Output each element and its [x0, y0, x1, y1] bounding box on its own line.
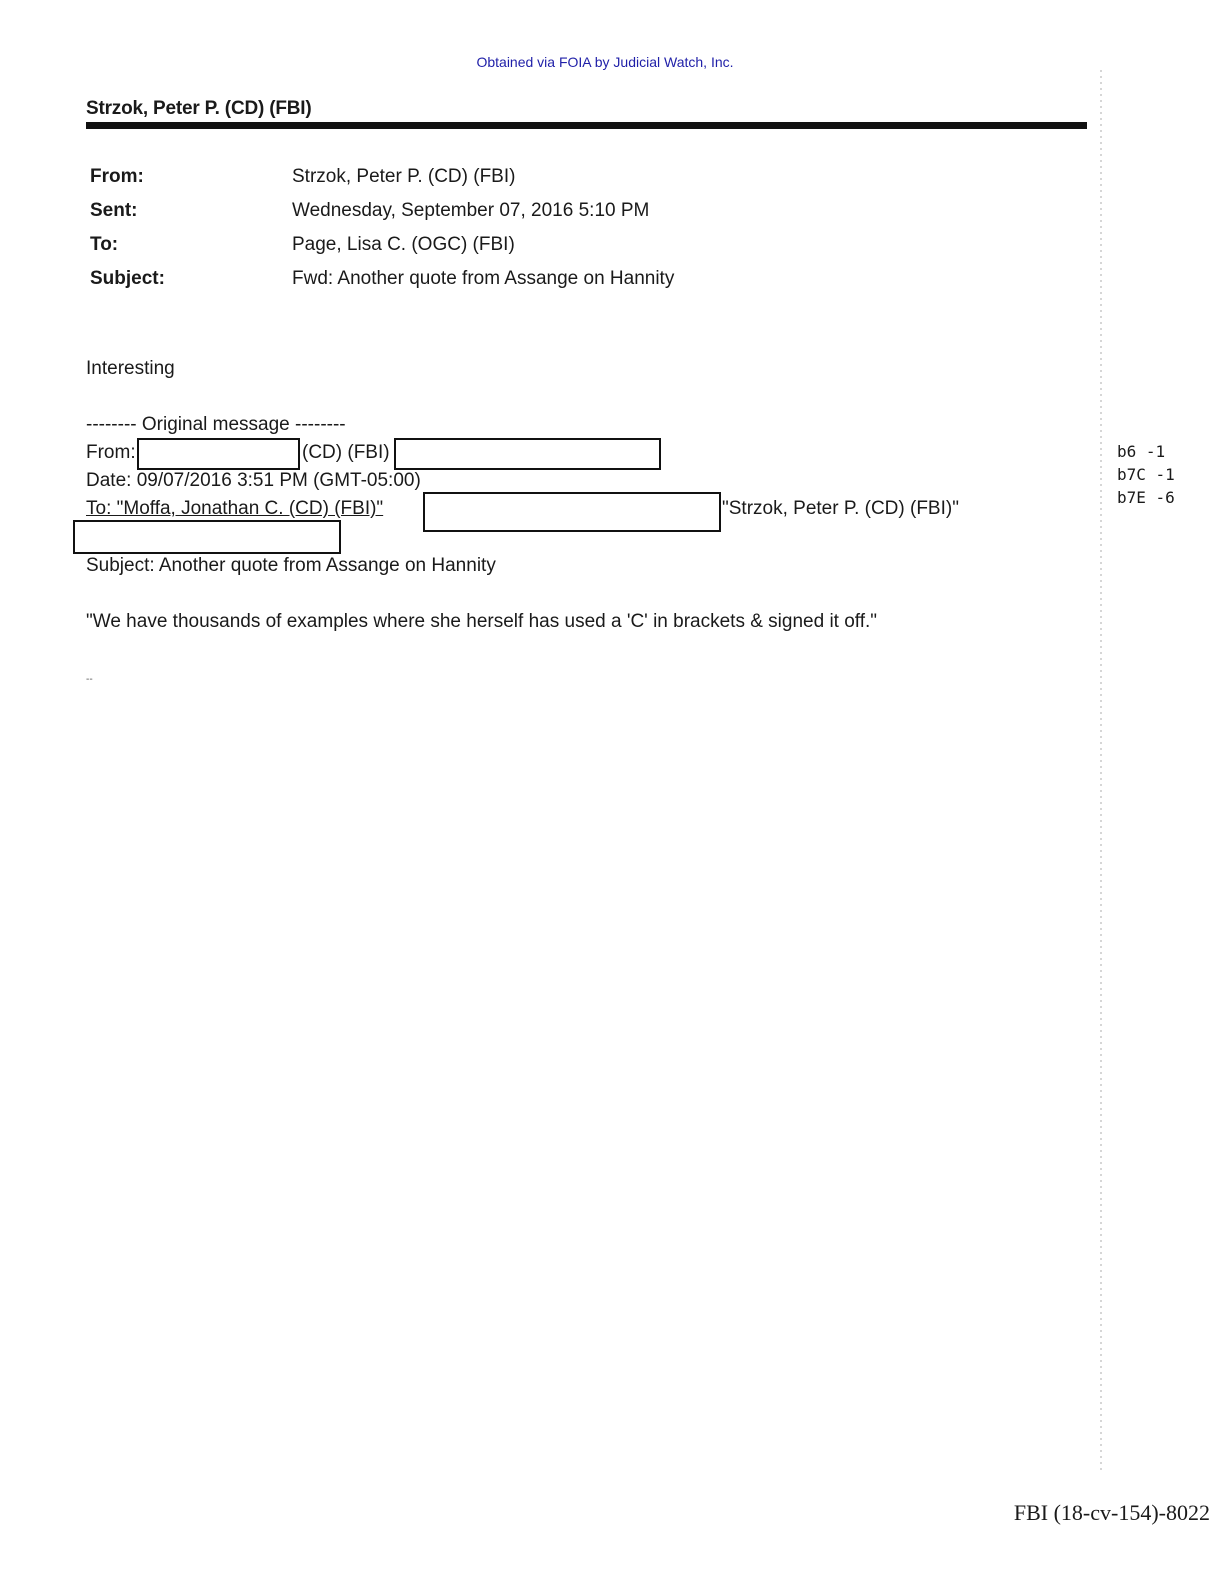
to-label: To: — [90, 234, 119, 255]
sent-label: Sent: — [90, 200, 138, 221]
original-message-marker: -------- Original message -------- — [86, 414, 346, 435]
redaction-box — [73, 520, 341, 554]
body-intro: Interesting — [86, 358, 175, 379]
original-date: Date: 09/07/2016 3:51 PM (GMT-05:00) — [86, 470, 421, 491]
subject-value: Fwd: Another quote from Assange on Hannity — [292, 268, 675, 289]
quote-text: "We have thousands of examples where she herself has used a 'C' in brackets & signed it off." — [86, 611, 878, 632]
foia-watermark: Obtained via FOIA by Judicial Watch, Inc. — [476, 54, 734, 70]
original-to-prefix: To: "Moffa, Jonathan C. (CD) (FBI)" — [86, 498, 384, 519]
redaction-box — [423, 492, 721, 532]
margin-dotted-line — [1100, 70, 1102, 1470]
subject-label: Subject: — [90, 268, 165, 289]
original-to-suffix: "Strzok, Peter P. (CD) (FBI)" — [722, 498, 959, 519]
exemption-codes — [1117, 440, 1175, 509]
original-subject: Subject: Another quote from Assange on Hannity — [86, 555, 496, 576]
exemption-code: b6 -1 — [1117, 442, 1166, 461]
original-from-mid: (CD) (FBI) — [302, 442, 390, 463]
original-from-prefix: From: — [86, 442, 136, 463]
header-rule — [86, 122, 1087, 129]
exemption-code: b7E -6 — [1117, 488, 1175, 507]
redaction-box — [394, 438, 661, 470]
bates-number: FBI (18-cv-154)-8022 — [1013, 1500, 1210, 1525]
from-value: Strzok, Peter P. (CD) (FBI) — [292, 166, 516, 187]
redaction-box — [137, 438, 300, 470]
from-label: From: — [90, 166, 144, 187]
sent-value: Wednesday, September 07, 2016 5:10 PM — [292, 200, 650, 221]
mailbox-owner-name: Strzok, Peter P. (CD) (FBI) — [86, 98, 312, 119]
signature-dashes: -- — [86, 674, 93, 685]
to-value: Page, Lisa C. (OGC) (FBI) — [292, 234, 515, 255]
exemption-code: b7C -1 — [1117, 465, 1175, 484]
